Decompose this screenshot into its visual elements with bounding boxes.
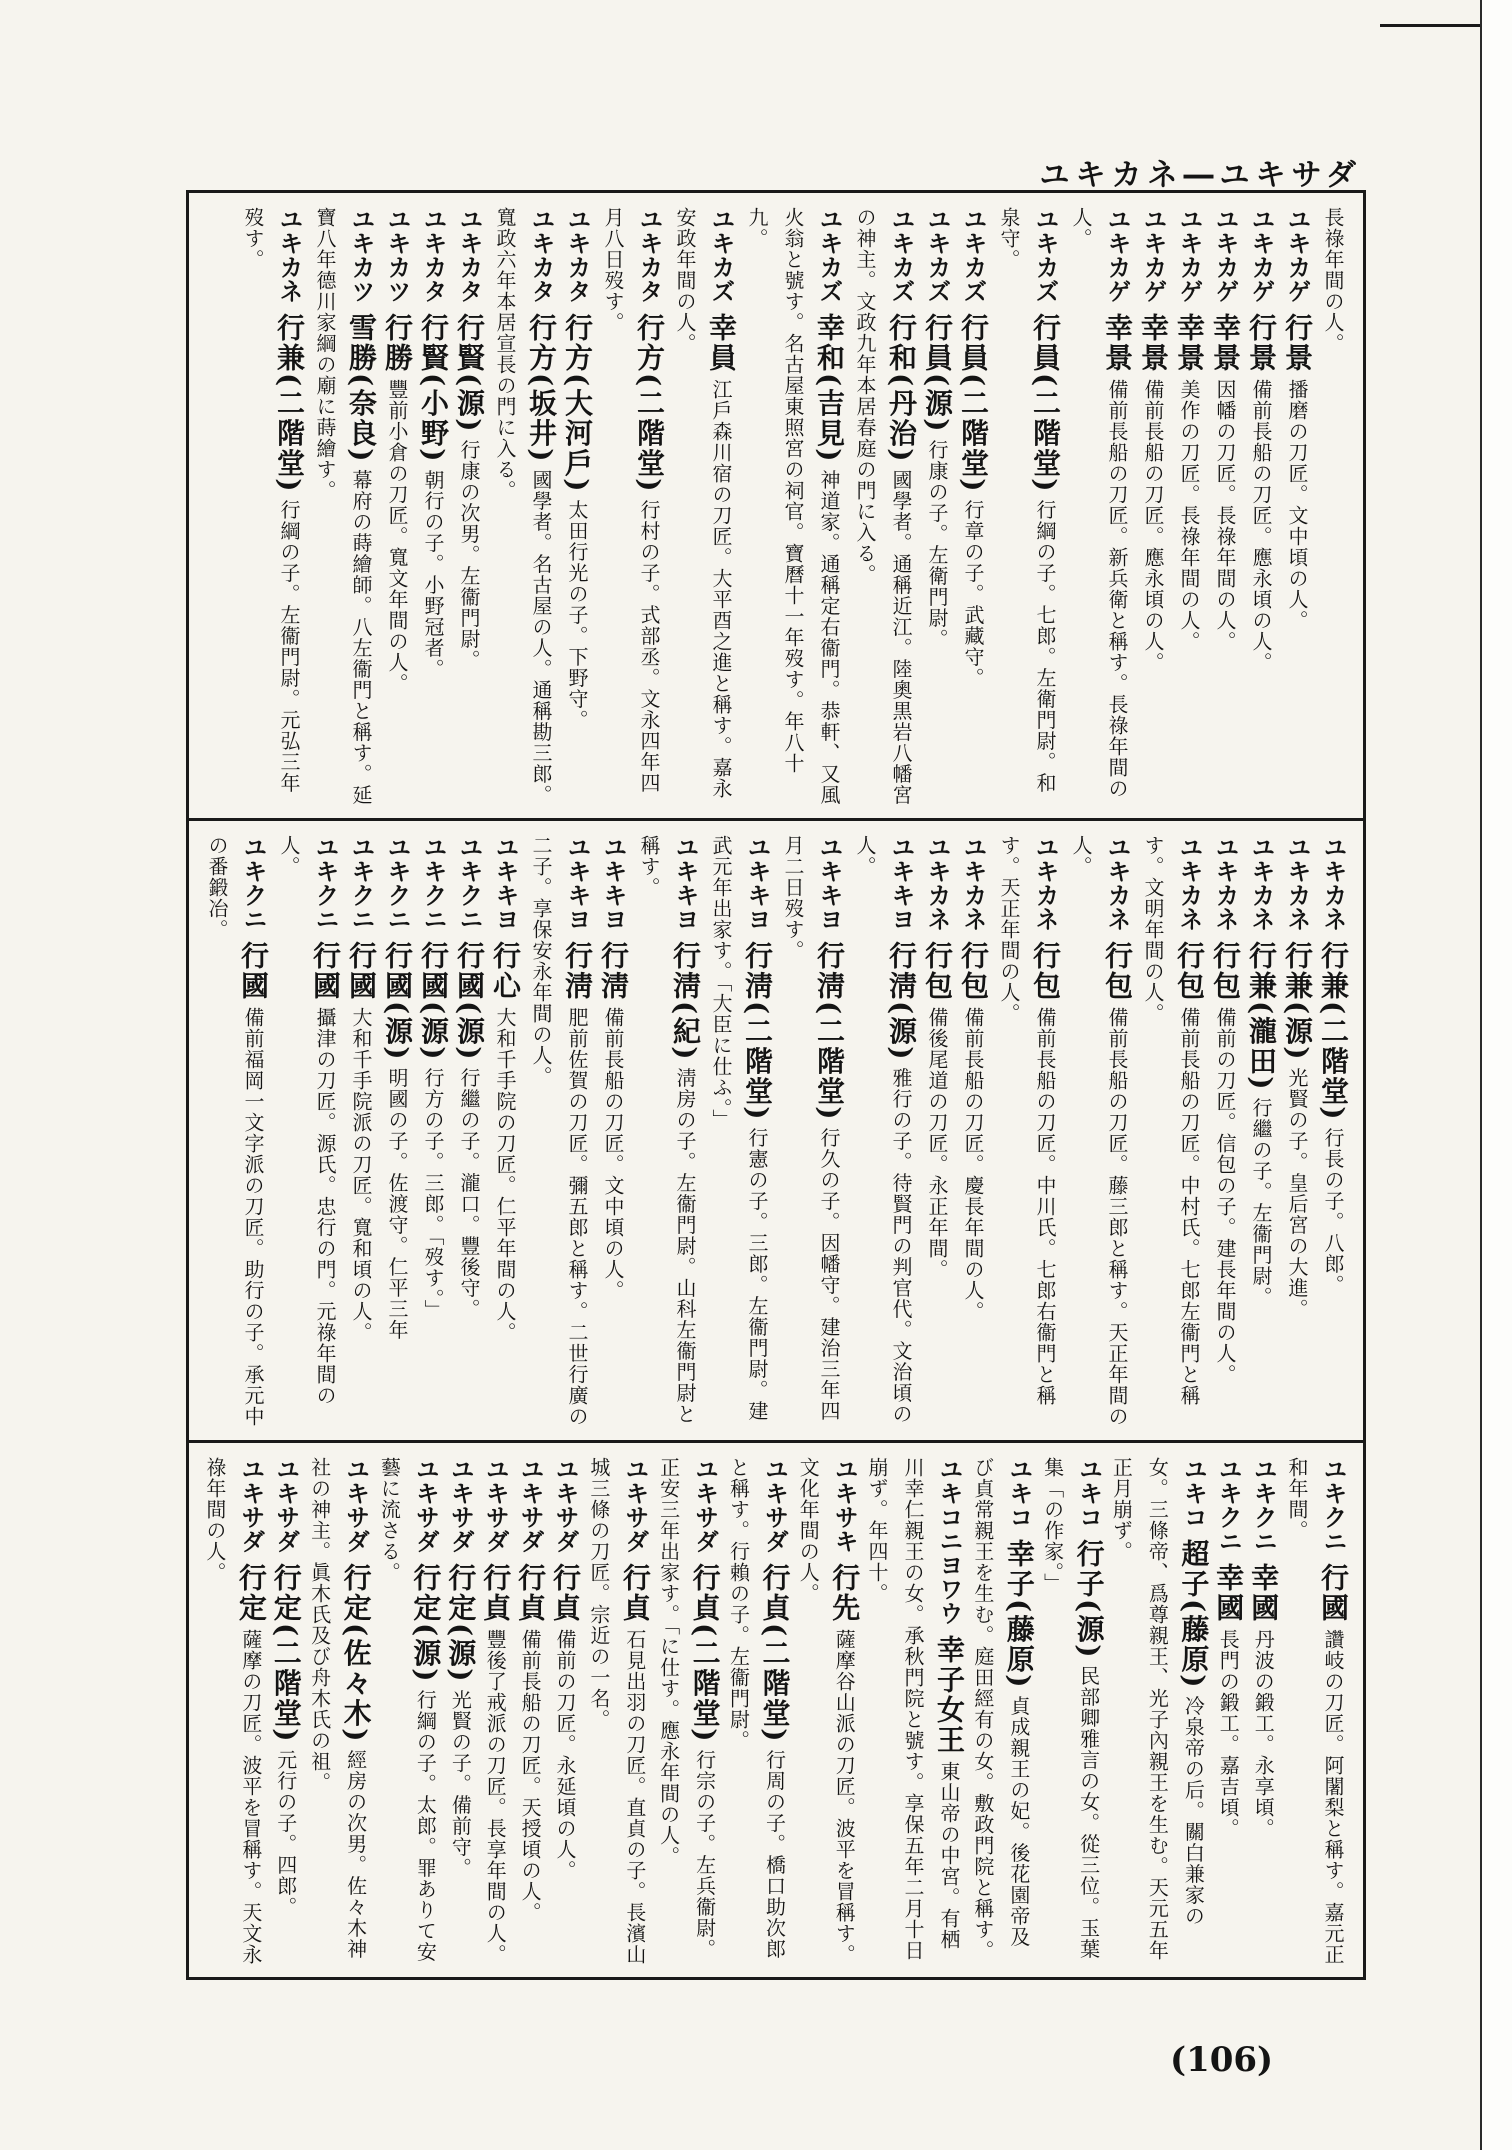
entry-name: 幸景 (1101, 313, 1134, 373)
entry-name: 行國 (309, 941, 342, 1001)
dictionary-entry (415, 835, 451, 1430)
entry-name: 幸景 (1137, 313, 1170, 373)
page-frame (186, 190, 1366, 1980)
entry-kana: ユキカゲ (1175, 207, 1203, 303)
entry-kana: ユキキヨ (743, 835, 771, 931)
entry-kana: ユキクニ (419, 835, 447, 931)
entry-name: 行淸 (597, 941, 630, 1001)
entry-description: 行綱の子。左衞門尉。元弘三年歿す。 (241, 207, 301, 794)
dictionary-entry (919, 835, 955, 1430)
entry-description: 讚岐の刀匠。阿闍梨と稱す。嘉元正和年間。 (1285, 1457, 1345, 1965)
page-number: (106) (1170, 2040, 1274, 2080)
entry-name: 行定 (234, 1563, 268, 1623)
entry-name: 行淸(源) (885, 941, 918, 1062)
entry-description: 幕府の蒔繪師。八左衞門と稱す。延寶八年德川家綱の廟に蒔繪す。 (313, 207, 373, 806)
entry-name: 行定(源) (444, 1563, 478, 1684)
entry-kana: ユキクニ (1249, 1457, 1278, 1553)
entry-name: 幸和(吉見) (813, 313, 846, 464)
entry-description: 民部卿雅言の女。從三位。玉葉集「の作家。」 (1040, 1457, 1101, 1960)
entry-kana: ユキカネ (1247, 835, 1275, 931)
entry-name: 行賢(小野) (417, 313, 450, 464)
entry-description: 冷泉帝の后。關白兼家の女。三條帝、爲尊親王、光子內親王を生む。天元五年正月崩ず。 (1109, 1457, 1206, 1961)
dictionary-entry (1207, 835, 1243, 1430)
entry-kana: ユキキヨ (599, 835, 627, 931)
entry-description: 神道家。通稱定右衞門。恭軒、又風火翁と號す。名古屋東照宮の祠官。寶曆十一年歿す。年八十九。 (745, 207, 841, 806)
dictionary-entry (1171, 207, 1207, 808)
entry-description: 太田行光の子。下野守。 (565, 499, 589, 731)
entry-kana: ユキキヨ (491, 835, 519, 931)
entry-name: 行淸(紀) (669, 941, 702, 1062)
entry-description: 江戶森川宿の刀匠。大平酉之進と稱す。嘉永安政年間の人。 (673, 207, 733, 799)
entry-description: 光賢の子。備前守。 (448, 1689, 473, 1879)
dictionary-entry (667, 207, 739, 808)
entry-kana: ユキカツ (383, 207, 411, 303)
entry-description: 備前の刀匠。信包の子。建長年間の人。 (1213, 1007, 1237, 1385)
entry-kana: ユキカズ (959, 207, 987, 303)
entry-description: 東山帝の中宮。有栖川幸仁親王の女。承秋門院と號す。享保五年二月十日崩ず。年四十。 (865, 1457, 962, 1961)
entry-kana: ユキカゲ (1247, 207, 1275, 303)
dictionary-entry (343, 835, 379, 1430)
entry-description: 淸房の子。左衞門尉。山科左衞門尉と稱す。 (637, 835, 697, 1425)
entry-kana: ユキコ (1004, 1457, 1033, 1529)
entry-description: 行久の子。因幡守。建治三年四月二日歿す。 (781, 835, 841, 1422)
entry-name: 行心 (489, 941, 522, 1001)
dictionary-entry (723, 1457, 793, 1967)
entry-name: 行方(大河戶) (561, 313, 594, 494)
dictionary-entry (374, 1457, 444, 1967)
entry-name: 行景 (1245, 313, 1278, 373)
entry-description: 薩摩谷山派の刀匠。波平を冒稱す。文化年間の人。 (796, 1457, 857, 1965)
entry-kana: ユキサダ (551, 1457, 580, 1553)
dictionary-entry (1135, 207, 1171, 808)
band-3 (189, 1443, 1363, 1977)
entry-kana: ユキサダ (341, 1457, 370, 1553)
entry-name: 行先 (828, 1563, 862, 1623)
entry-description: 備前長船の刀匠。中川氏。七郎右衞門と稱す。天正年間の人。 (997, 835, 1057, 1406)
entry-description: 元行の子。四郎。 (273, 1749, 298, 1918)
entry-kana: ユキカゲ (1139, 207, 1167, 303)
entry-name: 行員(源) (921, 313, 954, 434)
entry-description: 大和千手院派の刀匠。寬和頃の人。 (349, 1007, 373, 1343)
dictionary-entry (967, 1457, 1037, 1967)
entry-description: 長門の鍛工。嘉吉頃。 (1216, 1629, 1241, 1839)
entry-description: 肥前佐賀の刀匠。彌五郎と稱す。二世行廣の二子。享保安永年間の人。 (529, 835, 589, 1427)
entry-kana: ユキカゲ (1211, 207, 1239, 303)
dictionary-entry (775, 835, 847, 1430)
entry-name: 行包 (1209, 941, 1242, 1001)
entry-kana: ユキカタ (455, 207, 483, 303)
dictionary-entry (1243, 207, 1279, 808)
entry-description: 備前長船の刀匠。應永頃の人。 (1141, 379, 1165, 673)
entry-kana: ユキカズ (707, 207, 735, 303)
entry-kana: ユキサダ (411, 1457, 440, 1553)
entry-description: 行村の子。式部丞。文永四年四月八日歿す。 (601, 207, 661, 794)
entry-kana: ユキサダ (271, 1457, 300, 1553)
entry-name: 行和(丹治) (885, 313, 918, 464)
dictionary-entry (443, 1457, 478, 1967)
entry-kana: ユキサダ (620, 1457, 649, 1553)
entry-kana: ユキカゲ (1283, 207, 1311, 303)
entry-description: 行綱の子。太郎。罪ありて安藝に流さる。 (377, 1457, 438, 1963)
dictionary-entry (379, 207, 415, 808)
entry-name: 幸國 (1212, 1563, 1246, 1623)
entry-name: 超子(藤原) (1177, 1539, 1211, 1690)
entry-description: 丹波の鍛工。永享頃。 (1251, 1629, 1276, 1839)
entry-description: 備前の刀匠。永延頃の人。 (553, 1629, 578, 1881)
dictionary-entry (1107, 1457, 1212, 1967)
entry-name: 行貞(二階堂) (688, 1563, 722, 1744)
entry-kana: ユキカタ (635, 207, 663, 303)
page-header: ユキカネ―ユキサダ (1039, 158, 1362, 193)
dictionary-entry (379, 835, 415, 1430)
dictionary-entry (1135, 835, 1207, 1430)
entry-name: 行包 (1101, 941, 1134, 1001)
entry-description: 行長の子。八郎。 (1321, 1127, 1345, 1296)
entry-description: 光賢の子。皇后宮の大進。 (1285, 1067, 1309, 1320)
dictionary-entry (847, 835, 919, 1430)
entry-kana: ユキカネ (1103, 835, 1131, 931)
entry-description: 行宗の子。左兵衞尉。正安三年出家す。「に仕す。應永年間の人。 (656, 1457, 717, 1960)
dictionary-entry (739, 207, 847, 808)
entry-kana: ユキサダ (516, 1457, 545, 1553)
entry-kana: ユキカゲ (1103, 207, 1131, 303)
dictionary-entry (235, 207, 307, 808)
entry-kana: ユキサキ (830, 1457, 859, 1553)
entry-list (199, 1457, 1351, 1967)
entry-name: 行國 (237, 941, 270, 1001)
entry-name: 行兼(二階堂) (1317, 941, 1350, 1122)
entry-description: 貞成親王の妃。後花園帝及び貞常親王を生む。庭田經有の女。敷政門院と稱す。 (970, 1457, 1031, 1961)
entry-kana: ユキカタ (527, 207, 555, 303)
dictionary-entry (583, 1457, 653, 1967)
entry-name: 行國 (1317, 1563, 1350, 1623)
entry-description: 攝津の刀匠。源氏。忠行の門。元祿年間の人。 (277, 835, 337, 1406)
band-2 (189, 821, 1363, 1443)
dictionary-entry (595, 835, 631, 1430)
dictionary-entry (478, 1457, 513, 1967)
dictionary-entry (1243, 835, 1279, 1430)
entry-name: 行兼(源) (1281, 941, 1314, 1062)
entry-description: 備前長船の刀匠。文中頃の人。 (601, 1007, 625, 1301)
entry-description: 國學者。通稱近江。陸奧黒岩八幡宮の神主。文政九年本居春庭の門に入る。 (853, 207, 913, 806)
entry-name: 行方(坂井) (525, 313, 558, 464)
entry-kana: ユキサダ (446, 1457, 475, 1553)
entry-name: 幸子女王 (933, 1635, 967, 1755)
dictionary-entry (1207, 207, 1243, 808)
entry-description: 大和千手院の刀匠。仁平年間の人。 (493, 1007, 517, 1343)
dictionary-entry (1315, 207, 1351, 808)
entry-kana: ユキカネ (275, 207, 303, 303)
dictionary-entry (847, 207, 919, 808)
entry-kana: ユキサダ (690, 1457, 719, 1553)
entry-kana: ユキクニ (311, 835, 339, 931)
dictionary-entry (523, 835, 595, 1430)
entry-name: 行包 (921, 941, 954, 1001)
dictionary-entry (703, 835, 775, 1430)
entry-description: 行康の子。左衛門尉。 (925, 439, 949, 650)
entry-list (199, 835, 1351, 1430)
dictionary-entry (653, 1457, 723, 1967)
entry-name: 行國(源) (417, 941, 450, 1062)
entry-name: 行國(源) (381, 941, 414, 1062)
dictionary-entry (199, 835, 271, 1430)
entry-description: 播磨の刀匠。文中頃の人。 (1285, 379, 1309, 631)
entry-kana: ユキカズ (923, 207, 951, 303)
entry-description: 備前福岡一文字派の刀匠。助行の子。承元中の番鍛冶。 (205, 835, 265, 1427)
dictionary-entry (304, 1457, 374, 1967)
dictionary-entry (513, 1457, 548, 1967)
dictionary-entry (955, 835, 991, 1430)
entry-kana: ユキカタ (419, 207, 447, 303)
entry-name: 行淸(二階堂) (741, 941, 774, 1122)
entry-list (199, 207, 1351, 808)
entry-name: 行兼(二階堂) (273, 313, 306, 494)
entry-kana: ユキカネ (1211, 835, 1239, 931)
entry-kana: ユキカネ (1031, 835, 1059, 931)
dictionary-entry (451, 835, 487, 1430)
entry-kana: ユキカネ (1283, 835, 1311, 931)
entry-description: 行憲の子。三郎。左衞門尉。建武元年出家す。「大臣に仕ふ。」 (709, 835, 769, 1422)
entry-name: 幸景 (1173, 313, 1206, 373)
entry-kana: ユキカツ (347, 207, 375, 303)
entry-kana: ユキカズ (887, 207, 915, 303)
entry-name: 幸景 (1209, 313, 1242, 373)
entry-description: 美作の刀匠。長祿年間の人。 (1177, 379, 1201, 652)
entry-name: 幸員 (705, 313, 738, 373)
entry-description: 備前長船の刀匠。藤三郎と稱す。天正年間の人。 (1069, 835, 1129, 1427)
dictionary-entry (1037, 1457, 1107, 1967)
entry-name: 行定(二階堂) (269, 1563, 303, 1744)
entry-name: 行貞 (618, 1563, 652, 1623)
dictionary-entry (991, 835, 1063, 1430)
dictionary-entry (548, 1457, 583, 1967)
entry-name: 行定(佐々木) (339, 1563, 373, 1744)
entry-description: 行方の子。三郎。「歿す。」 (421, 1067, 445, 1321)
entry-kana: ユキキヨ (815, 835, 843, 931)
entry-name: 行子(源) (1072, 1539, 1106, 1660)
entry-kana: ユキカネ (1175, 835, 1203, 931)
entry-description: 備前長船の刀匠。應永頃の人。 (1249, 379, 1273, 673)
entry-name: 行貞 (479, 1563, 513, 1623)
entry-name: 雪勝(奈良) (345, 313, 378, 464)
dictionary-entry (415, 207, 451, 808)
entry-kana: ユキクニ (383, 835, 411, 931)
entry-kana: ユキキヨ (671, 835, 699, 931)
entry-name: 幸國 (1247, 1563, 1281, 1623)
entry-kana: ユキカズ (815, 207, 843, 303)
dictionary-entry (487, 207, 559, 808)
entry-kana: ユキカタ (563, 207, 591, 303)
dictionary-entry (631, 835, 703, 1430)
entry-name: 行員(二階堂) (957, 313, 990, 494)
entry-name: 行賢(源) (453, 313, 486, 434)
entry-name: 行兼(瀧田) (1245, 941, 1278, 1092)
entry-name: 行國(源) (453, 941, 486, 1062)
entry-kana: ユキクニ (347, 835, 375, 931)
entry-kana: ユキクニ (1214, 1457, 1243, 1553)
entry-description: 國學者。名古屋の人。通稱勘三郎。寬政六年本居宣長の門に入る。 (493, 207, 553, 806)
entry-description: 石見出羽の刀匠。直貞の子。長濱山城三條の刀匠。宗近の一名。 (586, 1457, 647, 1965)
entry-description: 備後尾道の刀匠。永正年間。 (925, 1007, 949, 1280)
entry-name: 行貞 (549, 1563, 583, 1623)
entry-name: 行貞 (514, 1563, 548, 1623)
entry-description: 行繼の子。左衞門尉。 (1249, 1097, 1273, 1308)
dictionary-entry (955, 207, 991, 808)
entry-description: 備前長船の刀匠。天授頃の人。 (518, 1629, 543, 1923)
entry-kana: ユキサダ (481, 1457, 510, 1553)
entry-description: 備前長船の刀匠。中村氏。七郎左衞門と稱す。文明年間の人。 (1141, 835, 1201, 1406)
dictionary-entry (1063, 207, 1135, 808)
dictionary-entry (1281, 1457, 1351, 1967)
dictionary-entry (1063, 835, 1135, 1430)
entry-kana: ユキキヨ (563, 835, 591, 931)
dictionary-entry (1246, 1457, 1281, 1967)
entry-description: 備前長船の刀匠。慶長年間の人。 (961, 1007, 985, 1322)
dictionary-entry (1315, 835, 1351, 1430)
entry-kana: ユキキヨ (887, 835, 915, 931)
entry-kana: ユキクニ (455, 835, 483, 931)
entry-kana: ユキクニ (1319, 1457, 1347, 1553)
entry-name: 行勝 (381, 313, 414, 373)
entry-description: 長祿年間の人。 (1321, 207, 1345, 354)
entry-description: 朝行の子。小野冠者。 (421, 469, 445, 680)
entry-name: 行貞(二階堂) (758, 1563, 792, 1744)
entry-kana: ユキサダ (236, 1457, 265, 1553)
entry-kana: ユキクニ (239, 835, 267, 931)
entry-description: 明國の子。佐渡守。仁平三年 (385, 1067, 409, 1341)
entry-description: 經房の次男。佐々木神社の神主。眞木氏及び舟木氏の祖。 (307, 1457, 368, 1960)
entry-name: 幸子(藤原) (1002, 1539, 1036, 1690)
entry-name: 行包 (1173, 941, 1206, 1001)
entry-name: 行方(二階堂) (633, 313, 666, 494)
dictionary-entry (1279, 835, 1315, 1430)
entry-kana: ユキカネ (959, 835, 987, 931)
entry-kana: ユキカズ (1031, 207, 1059, 303)
entry-name: 行包 (957, 941, 990, 1001)
entry-description: 行繼の子。瀧口。豐後守。 (457, 1067, 481, 1320)
entry-kana: ユキカネ (923, 835, 951, 931)
band-1 (189, 193, 1363, 821)
entry-kana: ユキコニヨワウ (935, 1457, 964, 1625)
dictionary-entry (991, 207, 1063, 808)
dictionary-entry (792, 1457, 862, 1967)
dictionary-entry (595, 207, 667, 808)
entry-description: 豐後了戒派の刀匠。長享年間の人。 (483, 1629, 508, 1965)
entry-description: 雅行の子。待賢門の判官代。文治頃の人。 (853, 835, 913, 1425)
entry-description: 因幡の刀匠。長祿年間の人。 (1213, 379, 1237, 652)
entry-description: 備前長船の刀匠。新兵衛と稱す。長祿年間の人。 (1069, 207, 1129, 799)
dictionary-entry (919, 207, 955, 808)
right-margin-rule (1480, 0, 1512, 2150)
dictionary-entry (271, 835, 343, 1430)
dictionary-entry (559, 207, 595, 808)
entry-name: 行景 (1281, 313, 1314, 373)
entry-description: 行康の次男。左衞門尉。 (457, 439, 481, 671)
entry-description: 豐前小倉の刀匠。寬文年間の人。 (385, 379, 409, 694)
entry-description: 行章の子。武藏守。 (961, 499, 985, 689)
entry-description: 薩摩の刀匠。波平を冒稱す。天文永祿年間の人。 (202, 1457, 263, 1965)
entry-description: 行周の子。橋口助次郎と稱す。行賴の子。左衞門尉。 (726, 1457, 787, 1960)
dictionary-entry (269, 1457, 304, 1967)
entry-name: 行淸 (561, 941, 594, 1001)
dictionary-entry (862, 1457, 967, 1967)
entry-kana: ユキコ (1179, 1457, 1208, 1529)
entry-name: 行定(源) (409, 1563, 443, 1684)
dictionary-entry (199, 1457, 269, 1967)
dictionary-entry (451, 207, 487, 808)
entry-description: 行綱の子。七郎。左衛門尉。和泉守。 (997, 207, 1057, 794)
entry-name: 行員(二階堂) (1029, 313, 1062, 494)
entry-kana: ユキカネ (1319, 835, 1347, 931)
entry-name: 行國 (345, 941, 378, 1001)
dictionary-entry (487, 835, 523, 1430)
entry-kana: ユキサダ (760, 1457, 789, 1553)
entry-kana: ユキコ (1074, 1457, 1103, 1529)
dictionary-entry (1211, 1457, 1246, 1967)
dictionary-entry (1279, 207, 1315, 808)
entry-name: 行包 (1029, 941, 1062, 1001)
entry-name: 行淸(二階堂) (813, 941, 846, 1122)
dictionary-entry (307, 207, 379, 808)
